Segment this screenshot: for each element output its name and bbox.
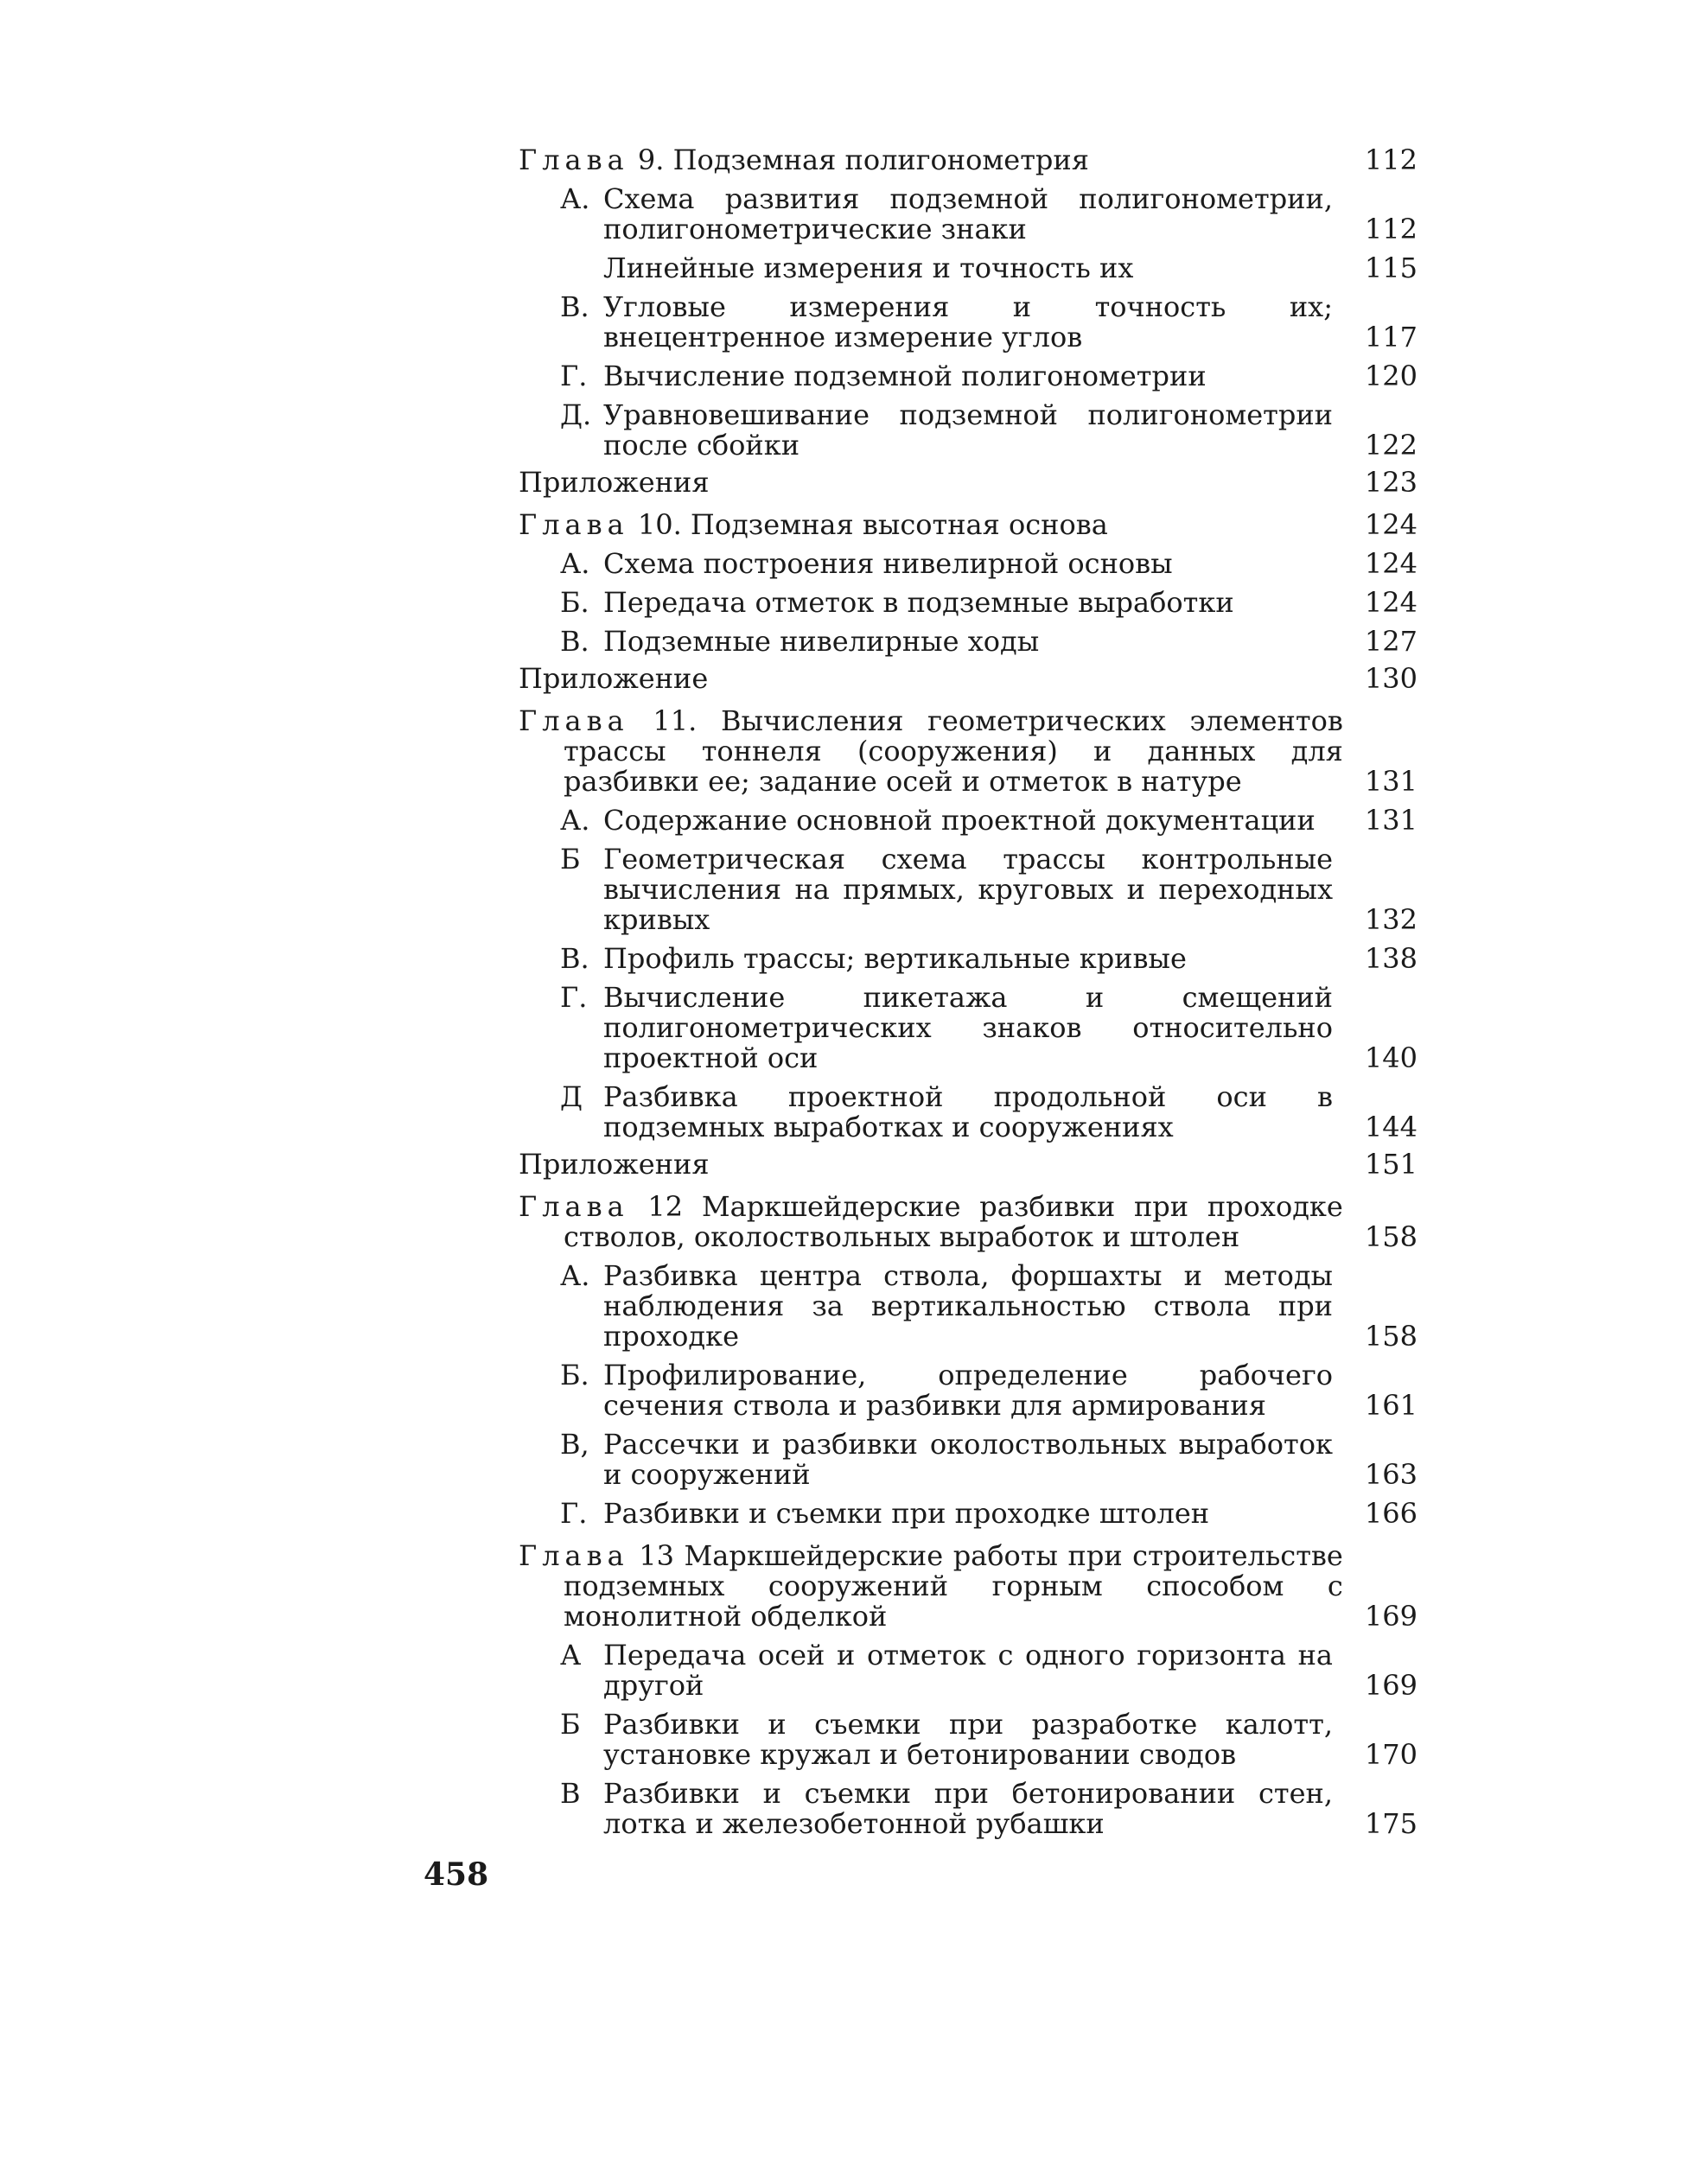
chapter-heading xyxy=(519,145,1343,175)
section-heading xyxy=(519,1360,1333,1421)
section-title: Подземные нивелирные ходы xyxy=(603,625,1040,658)
section-letter: А. xyxy=(560,1259,590,1292)
section-letter: Д xyxy=(560,1080,583,1113)
section-title: Передача отметок в подземные выработки xyxy=(603,586,1234,619)
section-entry xyxy=(519,844,1418,935)
section-entry xyxy=(519,1360,1418,1421)
section-heading xyxy=(519,844,1333,935)
section-letter: В, xyxy=(560,1428,589,1461)
section-page-number: 124 xyxy=(1364,547,1418,580)
section-title: Угловые измерения и точность их; внецентренное измерение углов xyxy=(603,290,1333,353)
section-letter: А xyxy=(560,1639,582,1671)
section-entry xyxy=(519,1082,1418,1143)
section-title: Схема развития подземной полигонометрии, полигонометрические знаки xyxy=(603,182,1333,245)
section-entry xyxy=(519,1429,1418,1490)
chapter-number: 13 xyxy=(639,1539,674,1572)
section-heading xyxy=(519,400,1333,461)
table-of-contents xyxy=(519,145,1418,1839)
chapter-title: Вычисления геометрических элементов трассы тоннеля (сооружения) и данных для разбивки ее; задание осей и отметок в натуре xyxy=(564,704,1343,798)
appendix-page-number: 130 xyxy=(1364,662,1418,695)
chapter-word: Глава xyxy=(519,1190,629,1223)
chapter-page-number: 131 xyxy=(1364,765,1418,798)
section-page-number: 175 xyxy=(1364,1807,1418,1840)
section-heading xyxy=(519,1640,1333,1701)
chapter-entry xyxy=(519,510,1418,540)
section-entry xyxy=(519,549,1418,579)
section-heading xyxy=(519,549,1333,579)
section-title: Разбивка центра ствола, форшахты и методы наблюдения за вертикальностью ствола при проходке xyxy=(603,1259,1333,1353)
chapter-number: 10. xyxy=(637,508,682,541)
section-entry xyxy=(519,1640,1418,1701)
section-title: Уравновешивание подземной полигонометрии после сбойки xyxy=(603,398,1333,462)
section-entry xyxy=(519,588,1418,618)
section-heading xyxy=(519,627,1333,657)
appendix-entry xyxy=(519,468,1418,498)
section-entry xyxy=(519,944,1418,974)
section-page-number: 169 xyxy=(1364,1669,1418,1702)
section-page-number: 131 xyxy=(1364,804,1418,837)
section-letter: В. xyxy=(560,290,589,323)
chapter-title: Подземная полигонометрия xyxy=(672,143,1089,176)
appendix-page-number: 151 xyxy=(1364,1148,1418,1181)
section-page-number: 117 xyxy=(1364,321,1418,353)
section-title: Разбивки и съемки при разработке калотт, установке кружал и бетонировании сводов xyxy=(603,1708,1333,1771)
section-heading xyxy=(519,1261,1333,1352)
section-heading xyxy=(519,1429,1333,1490)
section-heading xyxy=(519,292,1333,353)
chapter-word: Глава xyxy=(519,704,629,737)
section-title: Передача осей и отметок с одного горизонта на другой xyxy=(603,1639,1333,1702)
chapter-word: Глава xyxy=(519,508,629,541)
section-entry xyxy=(519,400,1418,461)
chapter-entry xyxy=(519,145,1418,175)
section-heading xyxy=(519,361,1333,392)
section-page-number: 122 xyxy=(1364,429,1418,462)
section-heading xyxy=(519,1082,1333,1143)
section-letter: В. xyxy=(560,625,589,658)
section-letter: В. xyxy=(560,942,589,975)
section-page-number: 132 xyxy=(1364,903,1418,936)
chapter-number: 11. xyxy=(653,704,698,737)
section-heading xyxy=(519,944,1333,974)
section-title: Разбивки и съемки при бетонировании стен, лотка и железобетонной рубашки xyxy=(603,1777,1333,1840)
chapter-entry xyxy=(519,1541,1418,1632)
section-entry xyxy=(519,983,1418,1073)
section-entry xyxy=(519,805,1418,836)
section-heading xyxy=(519,983,1333,1073)
section-page-number: 124 xyxy=(1364,586,1418,619)
section-heading xyxy=(519,184,1333,245)
section-title: Разбивка проектной продольной оси в подземных выработках и сооружениях xyxy=(603,1080,1333,1143)
appendix-title: Приложение xyxy=(519,662,709,695)
section-title: Схема построения нивелирной основы xyxy=(603,547,1173,580)
section-letter: А. xyxy=(560,547,590,580)
section-entry xyxy=(519,184,1418,245)
chapter-heading xyxy=(519,706,1343,797)
section-page-number: 144 xyxy=(1364,1111,1418,1143)
section-entry xyxy=(519,361,1418,392)
chapter-title: Маркшейдерские разбивки при проходке стволов, околоствольных выработок и штолен xyxy=(564,1190,1343,1253)
section-page-number: 158 xyxy=(1364,1320,1418,1353)
section-title: Вычисление подземной полигонометрии xyxy=(603,360,1207,392)
appendix-page-number: 123 xyxy=(1364,466,1418,499)
section-letter: Д. xyxy=(560,398,592,431)
section-heading xyxy=(519,588,1333,618)
section-title: Геометрическая схема трассы контрольные вычисления на прямых, круговых и переходных кривых xyxy=(603,843,1333,936)
section-title: Профиль трассы; вертикальные кривые xyxy=(603,942,1187,975)
section-heading xyxy=(519,253,1333,283)
section-heading xyxy=(519,1499,1333,1529)
section-letter: Г. xyxy=(560,981,588,1014)
section-entry xyxy=(519,1499,1418,1529)
section-page-number: 161 xyxy=(1364,1389,1418,1422)
appendix-entry xyxy=(519,664,1418,694)
chapter-heading xyxy=(519,510,1343,540)
section-letter: А. xyxy=(560,804,590,837)
section-title: Содержание основной проектной документации xyxy=(603,804,1316,837)
section-title: Линейные измерения и точность их xyxy=(603,252,1134,284)
chapter-heading xyxy=(519,1541,1343,1632)
section-letter: Б. xyxy=(560,586,589,619)
appendix-title: Приложения xyxy=(519,1148,710,1181)
appendix-title: Приложения xyxy=(519,466,710,499)
section-entry xyxy=(519,627,1418,657)
section-letter xyxy=(560,253,603,283)
section-entry xyxy=(519,253,1418,283)
chapter-number: 12 xyxy=(647,1190,684,1223)
chapter-word: Глава xyxy=(519,1539,629,1572)
section-heading xyxy=(519,1710,1333,1770)
appendix-entry xyxy=(519,1149,1418,1180)
section-letter: Г. xyxy=(560,360,588,392)
section-title: Разбивки и съемки при проходке штолен xyxy=(603,1497,1210,1530)
section-page-number: 140 xyxy=(1364,1041,1418,1074)
page-number: 458 xyxy=(424,1856,489,1893)
section-page-number: 115 xyxy=(1364,252,1418,284)
section-title: Вычисление пикетажа и смещений полигонометрических знаков относительно проектной оси xyxy=(603,981,1333,1074)
section-heading xyxy=(519,805,1333,836)
section-letter: Б xyxy=(560,1708,581,1741)
section-entry xyxy=(519,1710,1418,1770)
section-page-number: 112 xyxy=(1364,213,1418,245)
section-letter: В xyxy=(560,1777,581,1810)
chapter-word: Глава xyxy=(519,143,629,176)
chapter-number: 9. xyxy=(637,143,665,176)
section-letter: Б xyxy=(560,843,581,876)
section-entry xyxy=(519,1779,1418,1839)
chapter-title: Маркшейдерские работы при строительстве подземных сооружений горным способом с монолитной обделкой xyxy=(564,1539,1343,1633)
chapter-page-number: 169 xyxy=(1364,1600,1418,1633)
section-letter: А. xyxy=(560,182,590,215)
section-title: Профилирование, определение рабочего сечения ствола и разбивки для армирования xyxy=(603,1359,1333,1422)
chapter-page-number: 124 xyxy=(1364,508,1418,541)
section-title: Рассечки и разбивки околоствольных выработок и сооружений xyxy=(603,1428,1333,1491)
section-letter: Г. xyxy=(560,1497,588,1530)
section-page-number: 166 xyxy=(1364,1497,1418,1530)
chapter-entry xyxy=(519,1192,1418,1252)
section-page-number: 138 xyxy=(1364,942,1418,975)
chapter-page-number: 112 xyxy=(1364,143,1418,176)
chapter-title: Подземная высотная основа xyxy=(690,508,1108,541)
chapter-page-number: 158 xyxy=(1364,1220,1418,1253)
section-entry xyxy=(519,1261,1418,1352)
section-page-number: 120 xyxy=(1364,360,1418,392)
section-page-number: 170 xyxy=(1364,1738,1418,1771)
section-heading xyxy=(519,1779,1333,1839)
section-page-number: 127 xyxy=(1364,625,1418,658)
section-entry xyxy=(519,292,1418,353)
chapter-entry xyxy=(519,706,1418,797)
section-page-number: 163 xyxy=(1364,1458,1418,1491)
chapter-heading xyxy=(519,1192,1343,1252)
section-letter: Б. xyxy=(560,1359,589,1391)
